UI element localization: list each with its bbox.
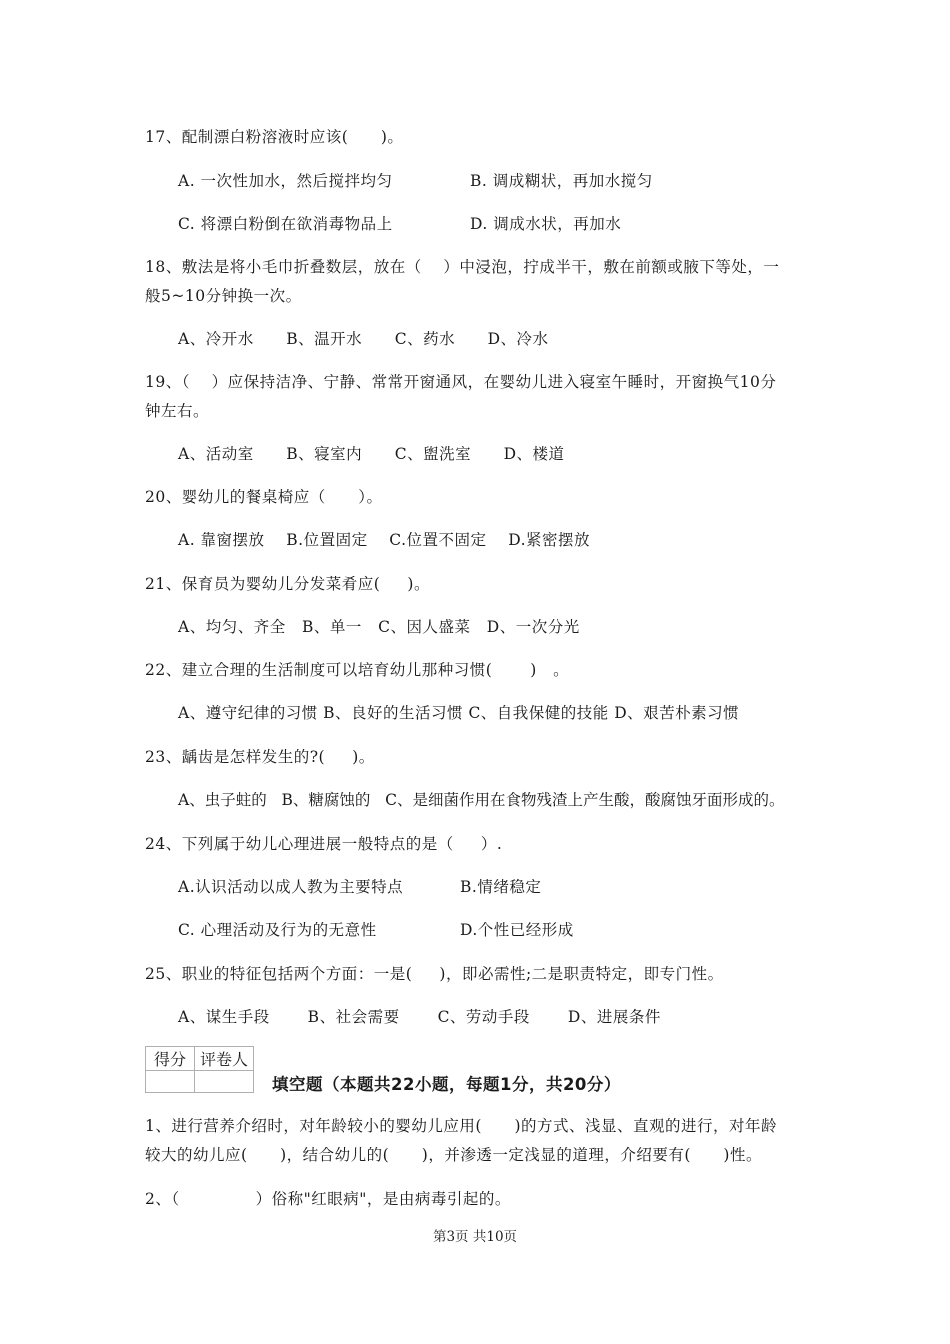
question-25-options: A、谋生手段 B、社会需要 C、劳动手段 D、进展条件	[178, 1008, 661, 1026]
question-18-options: A、冷开水 B、温开水 C、药水 D、冷水	[178, 330, 549, 348]
fill-question-2: 2、（ ）俗称"红眼病"，是由病毒引起的。	[145, 1190, 511, 1208]
question-22-options: A、遵守纪律的习惯 B、良好的生活习惯 C、自我保健的技能 D、艰苦朴素习惯	[178, 704, 740, 722]
question-23-options: A、虫子蛀的 B、糖腐蚀的 C、是细菌作用在食物残渣上产生酸，酸腐蚀牙面形成的。	[178, 791, 785, 809]
grader-label: 评卷人	[195, 1047, 254, 1071]
question-21-text: 21、保育员为婴幼儿分发菜肴应( )。	[145, 575, 430, 593]
question-17-option-d: D. 调成水状，再加水	[470, 215, 622, 233]
score-label: 得分	[146, 1047, 195, 1071]
question-24-option-d: D.个性已经形成	[460, 921, 574, 939]
question-20-options: A. 靠窗摆放 B.位置固定 C.位置不固定 D.紧密摆放	[178, 531, 591, 549]
question-18-text-line2: 般5~10分钟换一次。	[145, 287, 302, 305]
score-table	[145, 1046, 254, 1093]
question-24-option-b: B.情绪稳定	[460, 878, 542, 896]
grader-cell	[195, 1071, 254, 1093]
fill-question-1-line1: 1、进行营养介绍时，对年龄较小的婴幼儿应用( )的方式、浅显、直观的进行，对年龄	[145, 1117, 778, 1135]
question-19-options: A、活动室 B、寝室内 C、盥洗室 D、楼道	[178, 445, 565, 463]
question-22-text: 22、建立合理的生活制度可以培育幼儿那种习惯( ) 。	[145, 661, 570, 679]
question-25-text: 25、职业的特征包括两个方面：一是( )，即必需性;二是职责特定，即专门性。	[145, 965, 724, 983]
question-24-option-a: A.认识活动以成人教为主要特点	[178, 878, 404, 896]
question-18-text-line1: 18、敷法是将小毛巾折叠数层，放在（ ）中浸泡，拧成半干，敷在前额或腋下等处，一	[145, 258, 780, 276]
question-21-options: A、均匀、齐全 B、单一 C、因人盛菜 D、一次分光	[178, 618, 580, 636]
question-23-text: 23、龋齿是怎样发生的?( )。	[145, 748, 375, 766]
question-17-option-a: A. 一次性加水，然后搅拌均匀	[178, 172, 393, 190]
question-19-text-line1: 19、（ ）应保持洁净、宁静、常常开窗通风，在婴幼儿进入寝室午睡时，开窗换气10分	[145, 373, 777, 391]
question-17-option-b: B. 调成糊状，再加水搅匀	[470, 172, 653, 190]
question-19-text-line2: 钟左右。	[145, 402, 210, 420]
question-17-option-c: C. 将漂白粉倒在欲消毒物品上	[178, 215, 393, 233]
question-24-text: 24、下列属于幼儿心理进展一般特点的是（ ）.	[145, 835, 503, 853]
score-cell	[146, 1071, 195, 1093]
question-17-text: 17、配制漂白粉溶液时应该( )。	[145, 128, 404, 146]
fill-question-1-line2: 较大的幼儿应( )，结合幼儿的( )，并渗透一定浅显的道理，介绍要有( )性。	[145, 1146, 762, 1164]
question-20-text: 20、婴幼儿的餐桌椅应（ ）。	[145, 488, 383, 506]
question-24-option-c: C. 心理活动及行为的无意性	[178, 921, 377, 939]
page-number: 第3页 共10页	[432, 1229, 518, 1245]
section-title: 填空题（本题共22小题，每题1分，共20分）	[272, 1075, 621, 1094]
